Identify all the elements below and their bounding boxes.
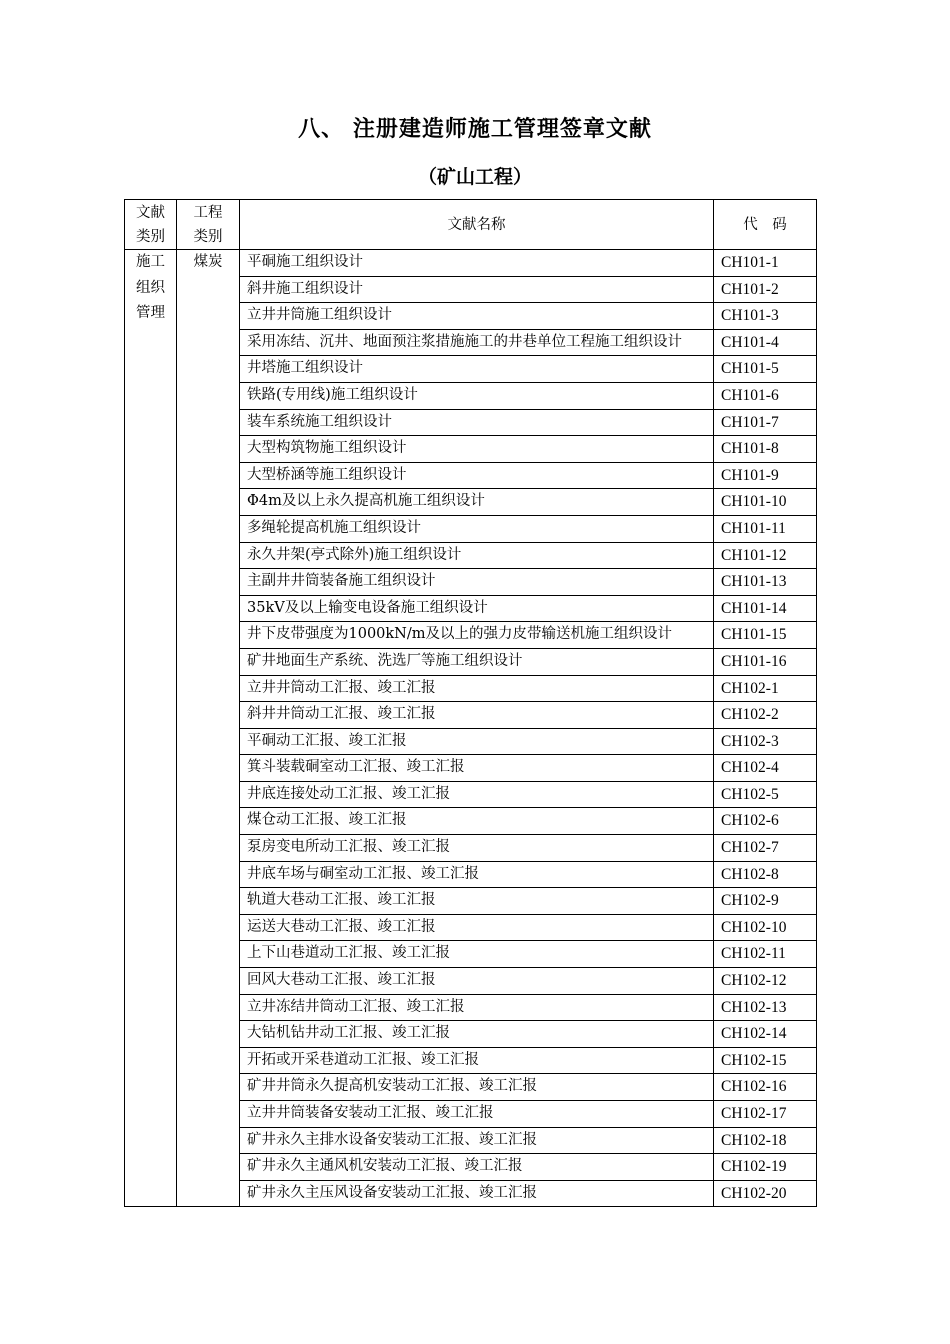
- doc-name-cell: 平硐施工组织设计: [240, 250, 714, 277]
- doc-name-cell: 矿井永久主压风设备安装动工汇报、竣工汇报: [240, 1180, 714, 1207]
- header-eng-type: [177, 200, 240, 250]
- code-cell: CH102-12: [714, 968, 817, 995]
- code-cell: CH102-4: [714, 755, 817, 782]
- doc-name-cell: 煤仓动工汇报、竣工汇报: [240, 808, 714, 835]
- category-line1: 施工: [136, 254, 165, 270]
- category-cell: [125, 250, 177, 1207]
- doc-name-cell: 轨道大巷动工汇报、竣工汇报: [240, 888, 714, 915]
- doc-name-cell: 35kV及以上输变电设备施工组织设计: [240, 595, 714, 622]
- doc-name-cell: 斜井施工组织设计: [240, 276, 714, 303]
- code-cell: CH101-11: [714, 515, 817, 542]
- doc-name-cell: 大钻机钻井动工汇报、竣工汇报: [240, 1021, 714, 1048]
- doc-name-cell: 运送大巷动工汇报、竣工汇报: [240, 914, 714, 941]
- category-line2: 组织: [136, 279, 165, 296]
- code-cell: CH101-8: [714, 436, 817, 463]
- doc-name-cell: 回风大巷动工汇报、竣工汇报: [240, 968, 714, 995]
- doc-name-cell: 立井冻结井筒动工汇报、竣工汇报: [240, 994, 714, 1021]
- code-cell: CH102-1: [714, 675, 817, 702]
- doc-name-cell: 上下山巷道动工汇报、竣工汇报: [240, 941, 714, 968]
- page-subtitle: （矿山工程）: [417, 166, 532, 188]
- doc-name-cell: 井底车场与硐室动工汇报、竣工汇报: [240, 861, 714, 888]
- doc-name-cell: 立井井筒动工汇报、竣工汇报: [240, 675, 714, 702]
- doc-name-cell: 矿井永久主通风机安装动工汇报、竣工汇报: [240, 1154, 714, 1181]
- header-eng-type-line2: 类别: [193, 228, 223, 245]
- header-code: 代 码: [714, 200, 817, 250]
- doc-name-cell: 矿井地面生产系统、洗选厂等施工组织设计: [240, 648, 714, 675]
- doc-name-cell: 永久井架(亭式除外)施工组织设计: [240, 542, 714, 569]
- doc-name-cell: 多绳轮提高机施工组织设计: [240, 515, 714, 542]
- table-row: [125, 250, 817, 277]
- code-cell: CH101-12: [714, 542, 817, 569]
- header-doc-type-line1: 文献: [136, 204, 165, 221]
- code-cell: CH101-2: [714, 276, 817, 303]
- code-cell: CH101-5: [714, 356, 817, 383]
- code-cell: CH101-10: [714, 489, 817, 516]
- header-eng-type-line1: 工程: [193, 204, 223, 221]
- doc-name-cell: 斜井井筒动工汇报、竣工汇报: [240, 702, 714, 729]
- code-cell: CH101-1: [714, 250, 817, 277]
- header-doc-type: [125, 200, 177, 250]
- code-cell: CH102-14: [714, 1021, 817, 1048]
- code-cell: CH102-3: [714, 728, 817, 755]
- doc-name-cell: Φ4m及以上永久提高机施工组织设计: [240, 489, 714, 516]
- code-cell: CH102-9: [714, 888, 817, 915]
- header-doc-type-line2: 类别: [136, 228, 165, 245]
- code-cell: CH101-13: [714, 569, 817, 596]
- document-table: [124, 199, 817, 1207]
- doc-name-cell: 铁路(专用线)施工组织设计: [240, 382, 714, 409]
- doc-name-cell: 井底连接处动工汇报、竣工汇报: [240, 781, 714, 808]
- page-title: 八、 注册建造师施工管理签章文献: [298, 116, 652, 142]
- code-cell: CH101-7: [714, 409, 817, 436]
- doc-name-cell: 采用冻结、沉井、地面预注浆措施施工的井巷单位工程施工组织设计: [240, 329, 714, 356]
- category-line3: 管理: [136, 305, 165, 322]
- code-cell: CH101-15: [714, 622, 817, 649]
- doc-name-cell: 矿井井筒永久提高机安装动工汇报、竣工汇报: [240, 1074, 714, 1101]
- code-cell: CH102-5: [714, 781, 817, 808]
- code-cell: CH101-4: [714, 329, 817, 356]
- code-cell: CH102-2: [714, 702, 817, 729]
- code-cell: CH102-11: [714, 941, 817, 968]
- table-header-row: [125, 200, 817, 250]
- doc-name-cell: 泵房变电所动工汇报、竣工汇报: [240, 835, 714, 862]
- code-cell: CH102-13: [714, 994, 817, 1021]
- code-cell: CH101-16: [714, 648, 817, 675]
- code-cell: CH102-7: [714, 835, 817, 862]
- doc-name-cell: 平硐动工汇报、竣工汇报: [240, 728, 714, 755]
- code-cell: CH101-3: [714, 303, 817, 330]
- code-cell: CH102-20: [714, 1180, 817, 1207]
- doc-name-cell: 立井井筒施工组织设计: [240, 303, 714, 330]
- doc-name-cell: 主副井井筒装备施工组织设计: [240, 569, 714, 596]
- code-cell: CH101-9: [714, 462, 817, 489]
- doc-name-cell: 井下皮带强度为1000kN/m及以上的强力皮带输送机施工组织设计: [240, 622, 714, 649]
- code-cell: CH102-17: [714, 1101, 817, 1128]
- code-cell: CH102-19: [714, 1154, 817, 1181]
- header-doc-name: 文献名称: [240, 200, 714, 250]
- doc-name-cell: 装车系统施工组织设计: [240, 409, 714, 436]
- doc-name-cell: 矿井永久主排水设备安装动工汇报、竣工汇报: [240, 1127, 714, 1154]
- doc-name-cell: 大型桥涵等施工组织设计: [240, 462, 714, 489]
- code-cell: CH102-18: [714, 1127, 817, 1154]
- code-cell: CH101-6: [714, 382, 817, 409]
- code-cell: CH102-16: [714, 1074, 817, 1101]
- doc-name-cell: 井塔施工组织设计: [240, 356, 714, 383]
- code-cell: CH102-8: [714, 861, 817, 888]
- code-cell: CH101-14: [714, 595, 817, 622]
- doc-name-cell: 开拓或开采巷道动工汇报、竣工汇报: [240, 1047, 714, 1074]
- doc-name-cell: 箕斗装载硐室动工汇报、竣工汇报: [240, 755, 714, 782]
- code-cell: CH102-15: [714, 1047, 817, 1074]
- doc-name-cell: 大型构筑物施工组织设计: [240, 436, 714, 463]
- code-cell: CH102-10: [714, 914, 817, 941]
- code-cell: CH102-6: [714, 808, 817, 835]
- doc-name-cell: 立井井筒装备安装动工汇报、竣工汇报: [240, 1101, 714, 1128]
- engineering-type-cell: 煤炭: [177, 250, 240, 1207]
